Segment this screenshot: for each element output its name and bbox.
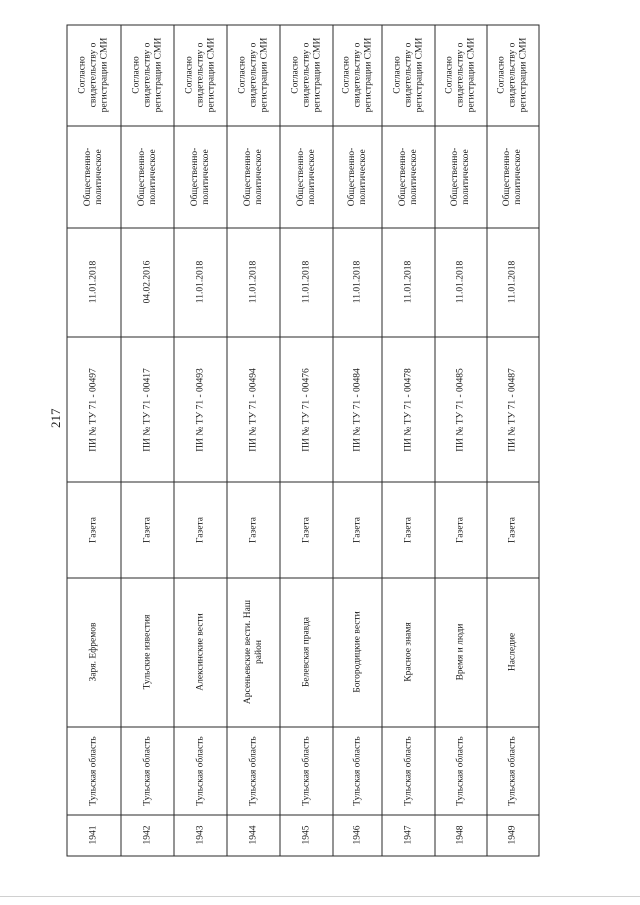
cell-number: 1948 xyxy=(455,825,466,845)
cell-number: 1946 xyxy=(352,825,362,845)
cell-registration-number: ПИ № ТУ 71 - 00494 xyxy=(248,368,258,452)
cell-region: Тульская область xyxy=(301,736,311,806)
cell-reason: Согласно свидетельству о регистрации СМИ xyxy=(77,37,110,113)
cell-form: Газета xyxy=(142,517,152,543)
cell-form: Газета xyxy=(455,517,466,543)
cell-number: 1943 xyxy=(195,825,205,845)
cell-reason: Согласно свидетельству о регистрации СМИ xyxy=(444,37,477,113)
cell-number: 1947 xyxy=(403,825,413,845)
cell-specialization: Общественно-политическое xyxy=(450,147,471,207)
cell-form: Газета xyxy=(507,517,518,543)
cell-date: 11.01.2018 xyxy=(455,260,466,304)
cell-registration-number: ПИ № ТУ 71 - 00417 xyxy=(142,368,152,452)
cell-specialization: Общественно-политическое xyxy=(189,147,211,207)
cell-region: Тульская область xyxy=(403,736,413,806)
cell-registration-number: ПИ № ТУ 71 - 00484 xyxy=(352,368,362,452)
cell-region: Тульская область xyxy=(455,736,466,806)
cell-region: Тульская область xyxy=(142,736,152,806)
cell-specialization: Общественно-политическое xyxy=(242,147,264,207)
cell-number: 1949 xyxy=(507,825,518,845)
cell-reason: Согласно свидетельству о регистрации СМИ xyxy=(131,37,163,113)
cell-title: Заря. Ефремов xyxy=(88,622,99,682)
cell-registration-number: ПИ № ТУ 71 - 00497 xyxy=(88,368,99,452)
cell-registration-number: ПИ № ТУ 71 - 00476 xyxy=(301,368,311,452)
cell-title: Наследие xyxy=(507,632,518,672)
cell-date: 11.01.2018 xyxy=(507,260,518,304)
cell-title: Тульские известия xyxy=(142,614,152,690)
cell-region: Тульская область xyxy=(507,736,518,806)
cell-reason: Согласно свидетельству о регистрации СМИ xyxy=(237,37,269,113)
cell-region: Тульская область xyxy=(88,736,99,806)
cell-number: 1944 xyxy=(248,825,258,845)
cell-date: 11.01.2018 xyxy=(248,260,258,304)
cell-specialization: Общественно-политическое xyxy=(83,147,104,207)
cell-reason: Согласно свидетельству о регистрации СМИ xyxy=(392,37,424,113)
cell-date: 11.01.2018 xyxy=(88,260,99,304)
cell-specialization: Общественно-политическое xyxy=(397,147,419,207)
cell-specialization: Общественно-политическое xyxy=(346,147,368,207)
cell-region: Тульская область xyxy=(195,736,205,806)
cell-title: Белевская правда xyxy=(301,616,311,688)
page-number: 217 xyxy=(48,408,63,428)
cell-date: 11.01.2018 xyxy=(352,260,362,304)
cell-region: Тульская область xyxy=(352,736,362,806)
cell-title: Время и люди xyxy=(455,623,466,681)
cell-date: 11.01.2018 xyxy=(403,260,413,304)
cell-form: Газета xyxy=(352,517,362,543)
cell-form: Газета xyxy=(301,517,311,543)
cell-number: 1942 xyxy=(142,825,152,845)
cell-reason: Согласно свидетельству о регистрации СМИ xyxy=(341,37,373,113)
cell-form: Газета xyxy=(88,517,99,543)
cell-region: Тульская область xyxy=(248,736,258,806)
cell-registration-number: ПИ № ТУ 71 - 00487 xyxy=(507,368,518,452)
cell-title: Алексинские вести xyxy=(195,613,205,691)
cell-registration-number: ПИ № ТУ 71 - 00485 xyxy=(455,368,466,452)
cell-form: Газета xyxy=(403,517,413,543)
cell-number: 1941 xyxy=(88,825,99,845)
cell-form: Газета xyxy=(195,517,205,543)
cell-title: Красное знамя xyxy=(403,622,413,682)
cell-title: Богородицкие вести xyxy=(352,611,362,693)
cell-reason: Согласно свидетельству о регистрации СМИ xyxy=(184,37,216,113)
cell-specialization: Общественно-политическое xyxy=(295,147,317,207)
cell-reason: Согласно свидетельству о регистрации СМИ xyxy=(496,37,529,113)
cell-title: Арсеньевские вести. Наш район xyxy=(242,599,264,705)
cell-date: 04.02.2016 xyxy=(142,260,152,304)
cell-form: Газета xyxy=(248,517,258,543)
cell-registration-number: ПИ № ТУ 71 - 00493 xyxy=(195,368,205,452)
cell-date: 11.01.2018 xyxy=(195,260,205,304)
cell-specialization: Общественно-политическое xyxy=(502,147,523,207)
cell-number: 1945 xyxy=(301,825,311,845)
cell-date: 11.01.2018 xyxy=(301,260,311,304)
cell-reason: Согласно свидетельству о регистрации СМИ xyxy=(290,37,322,113)
cell-registration-number: ПИ № ТУ 71 - 00478 xyxy=(403,368,413,452)
cell-specialization: Общественно-политическое xyxy=(136,147,158,207)
scan-edge-line xyxy=(0,896,640,897)
